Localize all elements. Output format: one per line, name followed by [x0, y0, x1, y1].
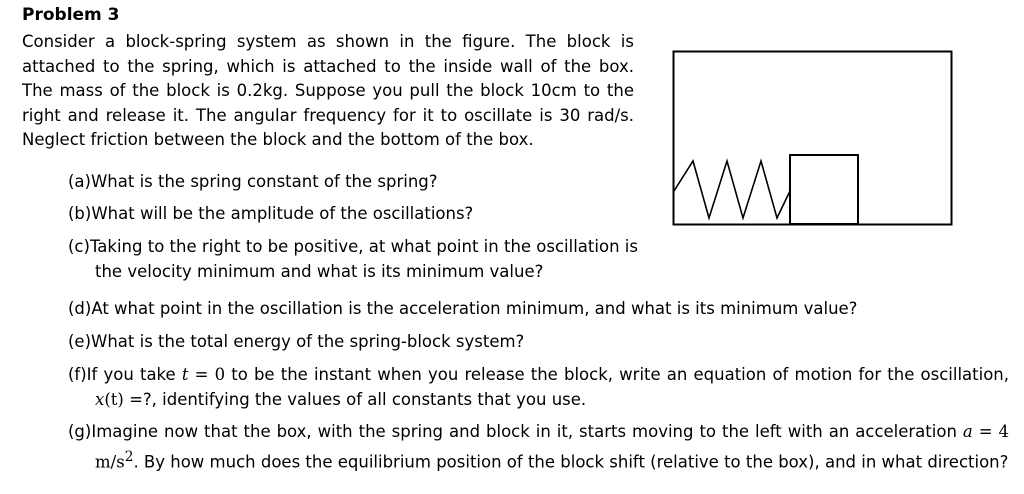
problem-title: Problem 3	[22, 5, 120, 25]
math-equals-zero: = 0	[188, 365, 226, 384]
question-f-text-2: to be the instant when you release the block, write an equation of motion for the oscillation,	[225, 365, 1009, 384]
question-g-text-1: (g)Imagine now that the box, with the spring and block in it, starts moving to the left with an acceleration	[68, 422, 963, 441]
question-c: (c)Taking to the right to be positive, at what point in the oscillation is the velocity minimum and what is its minimum value?	[68, 237, 638, 281]
question-g-text-2: . By how much does the equilibrium position of the block shift (relative to the box), and in what direction?	[133, 452, 1009, 471]
block-spring-figure	[670, 48, 956, 230]
question-a: (a)What is the spring constant of the spring?	[68, 172, 438, 191]
question-d: (d)At what point in the oscillation is the acceleration minimum, and what is its minimum value?	[68, 299, 858, 318]
question-b: (b)What will be the amplitude of the oscillations?	[68, 204, 474, 223]
math-paren-t: (t)	[104, 389, 124, 409]
question-e: (e)What is the total energy of the spring-block system?	[68, 332, 525, 351]
spring	[674, 161, 790, 218]
math-a: a	[962, 422, 973, 441]
block	[790, 155, 858, 224]
problem-statement: Consider a block-spring system as shown in the figure. The block is attached to the spring, which is attached to the inside wall of the box. The mass of the block is 0.2kg. Suppose you pull the block 10cm to the right and release it. The angular frequency for it to oscillate is 30 rad/s. Neglect friction between the block and the bottom of the box.	[22, 32, 634, 149]
question-f-text-1: (f)If you take	[68, 365, 182, 384]
math-t: t	[181, 365, 189, 384]
math-unit-exponent: 2	[124, 448, 134, 465]
question-f	[68, 363, 1009, 412]
math-x: x	[95, 389, 105, 409]
question-g	[68, 420, 1009, 475]
math-acceleration-value: = 4	[972, 422, 1009, 441]
math-acceleration-unit: m/s	[95, 452, 125, 471]
question-f-text-3: =?, identifying the values of all constants that you use.	[123, 389, 587, 409]
